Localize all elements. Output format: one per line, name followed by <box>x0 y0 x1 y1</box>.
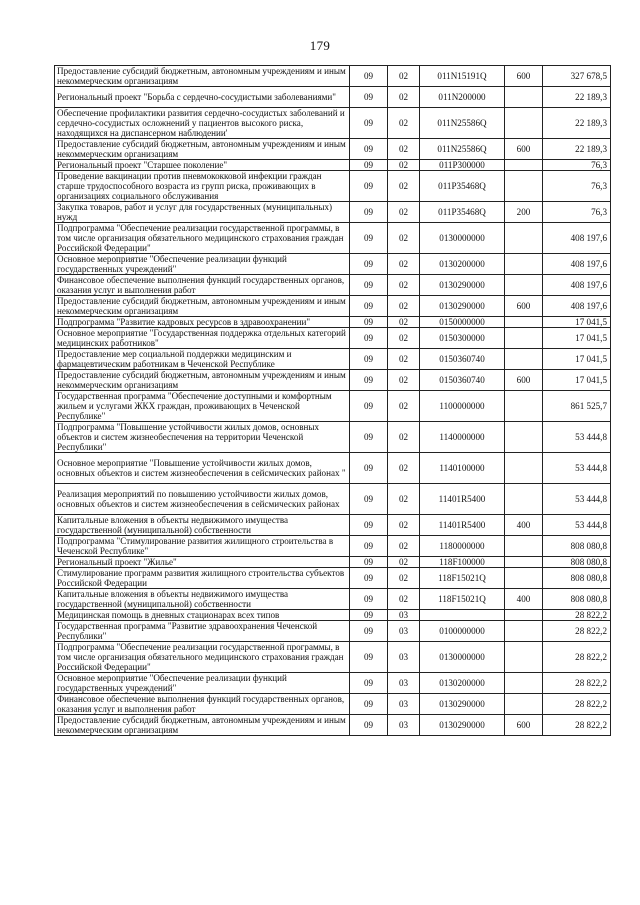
row-name-cell: Медицинская помощь в дневных стационарах всех типов <box>55 610 350 621</box>
amount-cell: 327 678,5 <box>543 66 611 87</box>
amount-cell: 28 822,2 <box>543 642 611 673</box>
section-code-cell: 09 <box>350 108 388 139</box>
expense-type-cell: 600 <box>505 296 543 317</box>
expense-type-cell <box>505 694 543 715</box>
table-row <box>55 349 611 370</box>
expense-type-cell: 400 <box>505 515 543 536</box>
row-name-cell: Реализация мероприятий по повышению устойчивости жилых домов, основных объектов и систем жизнеобеспечения в сейсмических районах <box>55 484 350 515</box>
row-name-cell: Стимулирование программ развития жилищного строительства субъектов Российской Федерации <box>55 568 350 589</box>
subsection-code-cell: 02 <box>388 139 420 160</box>
amount-cell: 76,3 <box>543 160 611 171</box>
subsection-code-cell: 02 <box>388 66 420 87</box>
target-article-cell: 011N25586Q <box>420 139 505 160</box>
amount-cell: 408 197,6 <box>543 296 611 317</box>
table-row <box>55 536 611 557</box>
row-name-cell: Проведение вакцинации против пневмококковой инфекции граждан старше трудоспособного возраста из групп риска, проживающих в организациях социального обслуживания <box>55 171 350 202</box>
amount-cell: 861 525,7 <box>543 391 611 422</box>
amount-cell: 53 444,8 <box>543 484 611 515</box>
target-article-cell: 1180000000 <box>420 536 505 557</box>
row-name-cell: Предоставление мер социальной поддержки медицинским и фармацевтическим работникам в Чеченской Республике <box>55 349 350 370</box>
target-article-cell: 011P35468Q <box>420 171 505 202</box>
target-article-cell: 1140100000 <box>420 453 505 484</box>
section-code-cell: 09 <box>350 275 388 296</box>
section-code-cell: 09 <box>350 536 388 557</box>
expense-type-cell <box>505 160 543 171</box>
section-code-cell: 09 <box>350 160 388 171</box>
amount-cell: 28 822,2 <box>543 715 611 736</box>
section-code-cell: 09 <box>350 370 388 391</box>
table-row <box>55 694 611 715</box>
table-row <box>55 108 611 139</box>
target-article-cell: 011N25586Q <box>420 108 505 139</box>
target-article-cell: 011N15191Q <box>420 66 505 87</box>
subsection-code-cell: 02 <box>388 391 420 422</box>
table-row <box>55 568 611 589</box>
amount-cell: 53 444,8 <box>543 515 611 536</box>
target-article-cell: 11401R5400 <box>420 515 505 536</box>
subsection-code-cell: 02 <box>388 515 420 536</box>
table-row <box>55 328 611 349</box>
expense-type-cell <box>505 254 543 275</box>
budget-table <box>54 65 611 736</box>
amount-cell: 28 822,2 <box>543 610 611 621</box>
table-row <box>55 370 611 391</box>
amount-cell: 408 197,6 <box>543 254 611 275</box>
target-article-cell: 11401R5400 <box>420 484 505 515</box>
row-name-cell: Предоставление субсидий бюджетным, автономным учреждениям и иным некоммерческим организациям <box>55 370 350 391</box>
subsection-code-cell: 02 <box>388 254 420 275</box>
subsection-code-cell: 02 <box>388 349 420 370</box>
expense-type-cell <box>505 610 543 621</box>
amount-cell: 22 189,3 <box>543 139 611 160</box>
table-row <box>55 642 611 673</box>
expense-type-cell <box>505 422 543 453</box>
section-code-cell: 09 <box>350 317 388 328</box>
section-code-cell: 09 <box>350 673 388 694</box>
amount-cell: 17 041,5 <box>543 317 611 328</box>
row-name-cell: Подпрограмма "Обеспечение реализации государственной программы, в том числе организация обязательного медицинского страхования граждан Российской Федерации" <box>55 642 350 673</box>
row-name-cell: Региональный проект "Жилье" <box>55 557 350 568</box>
row-name-cell: Финансовое обеспечение выполнения функций государственных органов, оказания услуг и выполнения работ <box>55 275 350 296</box>
expense-type-cell <box>505 642 543 673</box>
expense-type-cell <box>505 87 543 108</box>
subsection-code-cell: 02 <box>388 328 420 349</box>
table-row <box>55 715 611 736</box>
expense-type-cell <box>505 484 543 515</box>
row-name-cell: Основное мероприятие "Повышение устойчивости жилых домов, основных объектов и систем жизнеобеспечения в сейсмических районах " <box>55 453 350 484</box>
expense-type-cell <box>505 349 543 370</box>
target-article-cell: 0150300000 <box>420 328 505 349</box>
table-row <box>55 422 611 453</box>
row-name-cell: Основное мероприятие "Обеспечение реализации функций государственных учреждений" <box>55 254 350 275</box>
budget-table-body <box>55 66 611 736</box>
expense-type-cell <box>505 171 543 202</box>
section-code-cell: 09 <box>350 328 388 349</box>
section-code-cell: 09 <box>350 87 388 108</box>
amount-cell: 76,3 <box>543 171 611 202</box>
row-name-cell: Региональный проект "Старшее поколение" <box>55 160 350 171</box>
section-code-cell: 09 <box>350 515 388 536</box>
table-row <box>55 202 611 223</box>
row-name-cell: Основное мероприятие "Обеспечение реализации функций государственных учреждений" <box>55 673 350 694</box>
table-row <box>55 515 611 536</box>
subsection-code-cell: 03 <box>388 694 420 715</box>
row-name-cell: Капитальные вложения в объекты недвижимого имущества государственной (муниципальной) собственности <box>55 515 350 536</box>
table-row <box>55 296 611 317</box>
section-code-cell: 09 <box>350 484 388 515</box>
subsection-code-cell: 02 <box>388 202 420 223</box>
row-name-cell: Предоставление субсидий бюджетным, автономным учреждениям и иным некоммерческим организациям <box>55 296 350 317</box>
target-article-cell: 0130200000 <box>420 254 505 275</box>
section-code-cell: 09 <box>350 422 388 453</box>
subsection-code-cell: 02 <box>388 296 420 317</box>
target-article-cell: 1140000000 <box>420 422 505 453</box>
amount-cell: 17 041,5 <box>543 370 611 391</box>
subsection-code-cell: 02 <box>388 589 420 610</box>
amount-cell: 28 822,2 <box>543 694 611 715</box>
expense-type-cell <box>505 223 543 254</box>
subsection-code-cell: 02 <box>388 223 420 254</box>
target-article-cell: 118F100000 <box>420 557 505 568</box>
row-name-cell: Основное мероприятие "Государственная поддержка отдельных категорий медицинских работников" <box>55 328 350 349</box>
target-article-cell: 0130200000 <box>420 673 505 694</box>
target-article-cell: 0130290000 <box>420 694 505 715</box>
target-article-cell <box>420 610 505 621</box>
table-row <box>55 317 611 328</box>
amount-cell: 28 822,2 <box>543 621 611 642</box>
amount-cell: 22 189,3 <box>543 108 611 139</box>
target-article-cell: 0130290000 <box>420 275 505 296</box>
row-name-cell: Предоставление субсидий бюджетным, автономным учреждениям и иным некоммерческим организациям <box>55 66 350 87</box>
table-row <box>55 66 611 87</box>
target-article-cell: 0150360740 <box>420 349 505 370</box>
expense-type-cell: 600 <box>505 66 543 87</box>
target-article-cell: 011P300000 <box>420 160 505 171</box>
expense-type-cell <box>505 108 543 139</box>
expense-type-cell <box>505 391 543 422</box>
target-article-cell: 0130000000 <box>420 642 505 673</box>
target-article-cell: 0150000000 <box>420 317 505 328</box>
subsection-code-cell: 02 <box>388 422 420 453</box>
subsection-code-cell: 02 <box>388 160 420 171</box>
amount-cell: 808 080,8 <box>543 568 611 589</box>
row-name-cell: Предоставление субсидий бюджетным, автономным учреждениям и иным некоммерческим организациям <box>55 715 350 736</box>
target-article-cell: 0150360740 <box>420 370 505 391</box>
subsection-code-cell: 02 <box>388 536 420 557</box>
expense-type-cell: 200 <box>505 202 543 223</box>
table-row <box>55 453 611 484</box>
amount-cell: 808 080,8 <box>543 536 611 557</box>
section-code-cell: 09 <box>350 296 388 317</box>
row-name-cell: Обеспечение профилактики развития сердечно-сосудистых заболеваний и сердечно-сосудистых осложнений у пациентов высокого риска, находящихся на диспансерном наблюдении' <box>55 108 350 139</box>
row-name-cell: Подпрограмма "Обеспечение реализации государственной программы, в том числе организация обязательного медицинского страхования граждан Российской Федерации" <box>55 223 350 254</box>
section-code-cell: 09 <box>350 715 388 736</box>
subsection-code-cell: 02 <box>388 453 420 484</box>
amount-cell: 808 080,8 <box>543 557 611 568</box>
target-article-cell: 118F15021Q <box>420 568 505 589</box>
section-code-cell: 09 <box>350 202 388 223</box>
row-name-cell: Предоставление субсидий бюджетным, автономным учреждениям и иным некоммерческим организациям <box>55 139 350 160</box>
amount-cell: 53 444,8 <box>543 422 611 453</box>
section-code-cell: 09 <box>350 171 388 202</box>
amount-cell: 28 822,2 <box>543 673 611 694</box>
table-row <box>55 391 611 422</box>
section-code-cell: 09 <box>350 223 388 254</box>
expense-type-cell <box>505 453 543 484</box>
subsection-code-cell: 03 <box>388 715 420 736</box>
subsection-code-cell: 03 <box>388 610 420 621</box>
table-row <box>55 223 611 254</box>
row-name-cell: Подпрограмма "Стимулирование развития жилищного строительства в Чеченской Республике" <box>55 536 350 557</box>
section-code-cell: 09 <box>350 557 388 568</box>
row-name-cell: Подпрограмма "Повышение устойчивости жилых домов, основных объектов и систем жизнеобеспечения на территории Чеченской Республики" <box>55 422 350 453</box>
row-name-cell: Государственная программа "Развитие здравоохранения Чеченской Республики" <box>55 621 350 642</box>
amount-cell: 76,3 <box>543 202 611 223</box>
target-article-cell: 1100000000 <box>420 391 505 422</box>
expense-type-cell <box>505 317 543 328</box>
amount-cell: 408 197,6 <box>543 223 611 254</box>
section-code-cell: 09 <box>350 568 388 589</box>
target-article-cell: 0130290000 <box>420 715 505 736</box>
expense-type-cell <box>505 673 543 694</box>
section-code-cell: 09 <box>350 589 388 610</box>
subsection-code-cell: 03 <box>388 621 420 642</box>
expense-type-cell <box>505 328 543 349</box>
target-article-cell: 011P35468Q <box>420 202 505 223</box>
row-name-cell: Подпрограмма "Развитие кадровых ресурсов в здравоохранении" <box>55 317 350 328</box>
section-code-cell: 09 <box>350 139 388 160</box>
section-code-cell: 09 <box>350 391 388 422</box>
section-code-cell: 09 <box>350 610 388 621</box>
expense-type-cell: 400 <box>505 589 543 610</box>
target-article-cell: 0100000000 <box>420 621 505 642</box>
section-code-cell: 09 <box>350 254 388 275</box>
subsection-code-cell: 02 <box>388 87 420 108</box>
target-article-cell: 0130290000 <box>420 296 505 317</box>
expense-type-cell: 600 <box>505 715 543 736</box>
section-code-cell: 09 <box>350 621 388 642</box>
section-code-cell: 09 <box>350 349 388 370</box>
amount-cell: 17 041,5 <box>543 328 611 349</box>
subsection-code-cell: 02 <box>388 317 420 328</box>
target-article-cell: 011N200000 <box>420 87 505 108</box>
subsection-code-cell: 02 <box>388 108 420 139</box>
section-code-cell: 09 <box>350 453 388 484</box>
section-code-cell: 09 <box>350 642 388 673</box>
table-row <box>55 557 611 568</box>
table-row <box>55 254 611 275</box>
row-name-cell: Финансовое обеспечение выполнения функций государственных органов, оказания услуг и выполнения работ <box>55 694 350 715</box>
expense-type-cell: 600 <box>505 370 543 391</box>
table-row <box>55 621 611 642</box>
table-row <box>55 160 611 171</box>
table-row <box>55 610 611 621</box>
section-code-cell: 09 <box>350 694 388 715</box>
row-name-cell: Региональный проект "Борьба с сердечно-сосудистыми заболеваниями" <box>55 87 350 108</box>
expense-type-cell <box>505 568 543 589</box>
table-row <box>55 171 611 202</box>
table-row <box>55 589 611 610</box>
row-name-cell: Капитальные вложения в объекты недвижимого имущества государственной (муниципальной) собственности <box>55 589 350 610</box>
row-name-cell: Государственная программа "Обеспечение доступными и комфортным жильем и услугами ЖКХ граждан, проживающих в Чеченской Республике" <box>55 391 350 422</box>
amount-cell: 808 080,8 <box>543 589 611 610</box>
amount-cell: 53 444,8 <box>543 453 611 484</box>
table-row <box>55 139 611 160</box>
subsection-code-cell: 03 <box>388 673 420 694</box>
subsection-code-cell: 02 <box>388 557 420 568</box>
expense-type-cell: 600 <box>505 139 543 160</box>
table-row <box>55 275 611 296</box>
expense-type-cell <box>505 275 543 296</box>
section-code-cell: 09 <box>350 66 388 87</box>
table-row <box>55 673 611 694</box>
expense-type-cell <box>505 536 543 557</box>
row-name-cell: Закупка товаров, работ и услуг для государственных (муниципальных) нужд <box>55 202 350 223</box>
subsection-code-cell: 02 <box>388 171 420 202</box>
subsection-code-cell: 02 <box>388 568 420 589</box>
page-number: 179 <box>309 38 331 53</box>
expense-type-cell <box>505 621 543 642</box>
subsection-code-cell: 02 <box>388 370 420 391</box>
table-row <box>55 484 611 515</box>
amount-cell: 22 189,3 <box>543 87 611 108</box>
subsection-code-cell: 02 <box>388 484 420 515</box>
amount-cell: 17 041,5 <box>543 349 611 370</box>
table-row <box>55 87 611 108</box>
expense-type-cell <box>505 557 543 568</box>
target-article-cell: 0130000000 <box>420 223 505 254</box>
amount-cell: 408 197,6 <box>543 275 611 296</box>
subsection-code-cell: 02 <box>388 275 420 296</box>
subsection-code-cell: 03 <box>388 642 420 673</box>
target-article-cell: 118F15021Q <box>420 589 505 610</box>
